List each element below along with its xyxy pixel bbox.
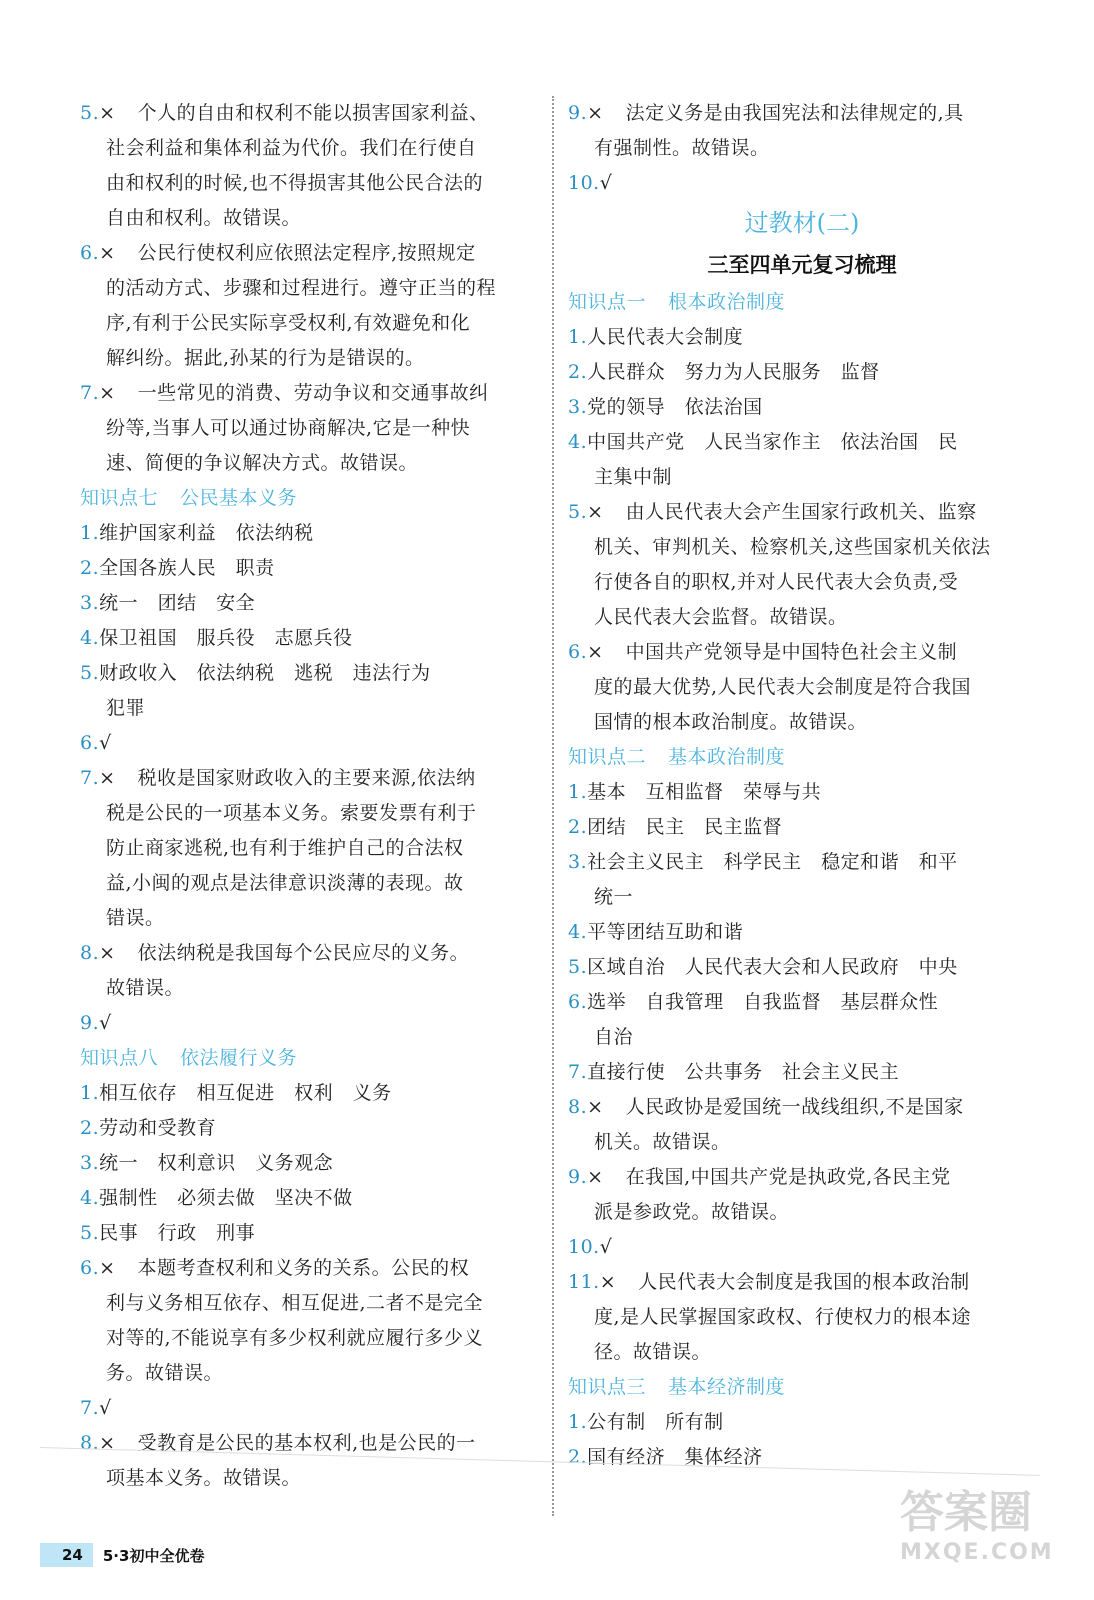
item-text: 社会主义民主 科学民主 稳定和谐 和平 bbox=[587, 851, 958, 873]
answer-item bbox=[80, 1111, 550, 1146]
item-number: 10. bbox=[568, 1236, 600, 1258]
answer-item bbox=[568, 1405, 1036, 1440]
answer-continuation: 益,小闽的观点是法律意识淡薄的表现。故 bbox=[106, 872, 464, 894]
heading-title: 公民基本义务 bbox=[180, 487, 298, 509]
item-text: 相互依存 相互促进 权利 义务 bbox=[99, 1082, 392, 1104]
item-number: 7. bbox=[80, 767, 100, 789]
item-number: 3. bbox=[568, 851, 588, 873]
item-number: 4. bbox=[568, 431, 588, 453]
answer-item bbox=[80, 586, 550, 621]
answer-item bbox=[568, 1440, 1036, 1475]
item-number: 11. bbox=[568, 1271, 600, 1293]
item-number: 6. bbox=[80, 732, 100, 754]
answer-item bbox=[80, 551, 550, 586]
answer-mark: √ bbox=[99, 1012, 112, 1034]
item-number: 3. bbox=[80, 592, 100, 614]
item-text: 由人民代表大会产生国家行政机关、监察 bbox=[625, 501, 977, 523]
knowledge-point-heading bbox=[80, 481, 550, 516]
answer-item bbox=[80, 656, 550, 691]
item-text: 维护国家利益 依法纳税 bbox=[99, 522, 314, 544]
answer-continuation: 主集中制 bbox=[594, 466, 673, 488]
answer-item bbox=[80, 1216, 550, 1251]
item-number: 9. bbox=[568, 102, 588, 124]
watermark-url: MXQE.COM bbox=[900, 1540, 1054, 1565]
answer-mark: × bbox=[99, 942, 116, 964]
answer-mark: √ bbox=[99, 732, 112, 754]
answer-item bbox=[568, 166, 1036, 201]
item-number: 9. bbox=[568, 1166, 588, 1188]
item-text: 统一 团结 安全 bbox=[99, 592, 256, 614]
answer-item bbox=[80, 1426, 550, 1461]
item-text: 法定义务是由我国宪法和法律规定的,具 bbox=[625, 102, 964, 124]
item-number: 6. bbox=[80, 242, 100, 264]
left-column bbox=[80, 96, 550, 1496]
item-number: 8. bbox=[80, 1432, 100, 1454]
watermark-logo bbox=[900, 1486, 1070, 1586]
answer-continuation: 错误。 bbox=[106, 907, 165, 929]
item-text: 人民代表大会制度是我国的根本政治制 bbox=[638, 1271, 970, 1293]
item-text: 民事 行政 刑事 bbox=[99, 1222, 256, 1244]
answer-continuation: 务。故错误。 bbox=[106, 1362, 224, 1384]
answer-mark: √ bbox=[599, 172, 613, 194]
item-number: 4. bbox=[568, 921, 588, 943]
item-text: 区域自治 人民代表大会和人民政府 中央 bbox=[587, 956, 958, 978]
answer-continuation: 犯罪 bbox=[106, 697, 146, 719]
answer-mark: × bbox=[99, 242, 116, 264]
item-number: 7. bbox=[568, 1061, 588, 1083]
answer-item bbox=[80, 621, 550, 656]
item-number: 10. bbox=[568, 172, 600, 194]
item-text: 人民代表大会制度 bbox=[587, 326, 744, 348]
item-text: 中国共产党领导是中国特色社会主义制 bbox=[625, 641, 958, 663]
answer-mark: × bbox=[587, 102, 604, 124]
item-number: 5. bbox=[568, 501, 588, 523]
item-number: 2. bbox=[80, 1117, 100, 1139]
answer-item bbox=[80, 1391, 550, 1426]
answer-item bbox=[80, 936, 550, 971]
answer-continuation: 速、简便的争议解决方式。故错误。 bbox=[106, 452, 419, 474]
item-number: 3. bbox=[568, 396, 588, 418]
answer-item bbox=[568, 1090, 1036, 1125]
answer-mark: × bbox=[587, 1096, 604, 1118]
answer-continuation: 对等的,不能说享有多少权利就应履行多少义 bbox=[106, 1327, 484, 1349]
answer-item bbox=[568, 775, 1036, 810]
answer-continuation: 项基本义务。故错误。 bbox=[106, 1467, 302, 1489]
item-text: 保卫祖国 服兵役 志愿兵役 bbox=[99, 627, 353, 649]
answer-item bbox=[80, 1251, 550, 1286]
item-number: 1. bbox=[80, 1082, 100, 1104]
subsection-title: 三至四单元复习梳理 bbox=[707, 253, 897, 277]
answer-continuation: 度的最大优势,人民代表大会制度是符合我国 bbox=[594, 676, 972, 698]
answer-continuation: 径。故错误。 bbox=[594, 1341, 712, 1363]
item-text: 选举 自我管理 自我监督 基层群众性 bbox=[587, 991, 939, 1013]
item-text: 在我国,中国共产党是执政党,各民主党 bbox=[625, 1166, 951, 1188]
answer-item bbox=[80, 1181, 550, 1216]
answer-continuation: 人民代表大会监督。故错误。 bbox=[594, 606, 848, 628]
answer-continuation: 自由和权利。故错误。 bbox=[106, 207, 302, 229]
item-number: 1. bbox=[568, 781, 588, 803]
answer-item bbox=[568, 950, 1036, 985]
item-number: 1. bbox=[568, 1411, 588, 1433]
answer-continuation: 解纠纷。据此,孙某的行为是错误的。 bbox=[106, 347, 425, 369]
knowledge-point-heading bbox=[80, 1041, 550, 1076]
answer-continuation: 故错误。 bbox=[106, 977, 185, 999]
heading-title: 基本政治制度 bbox=[668, 746, 786, 768]
answer-item bbox=[568, 985, 1036, 1020]
answer-mark: × bbox=[99, 1432, 116, 1454]
knowledge-point-heading bbox=[568, 285, 1036, 320]
item-text: 劳动和受教育 bbox=[99, 1117, 217, 1139]
item-number: 2. bbox=[80, 557, 100, 579]
right-column bbox=[568, 96, 1036, 1475]
answer-item bbox=[568, 1160, 1036, 1195]
answer-mark: × bbox=[99, 767, 116, 789]
item-text: 税收是国家财政收入的主要来源,依法纳 bbox=[137, 767, 476, 789]
answer-continuation: 防止商家逃税,也有利于维护自己的合法权 bbox=[106, 837, 464, 859]
answer-mark: × bbox=[99, 1257, 116, 1279]
item-text: 依法纳税是我国每个公民应尽的义务。 bbox=[137, 942, 470, 964]
item-text: 公有制 所有制 bbox=[587, 1411, 724, 1433]
answer-mark: √ bbox=[99, 1397, 112, 1419]
item-number: 8. bbox=[80, 942, 100, 964]
item-text: 团结 民主 民主监督 bbox=[587, 816, 783, 838]
answer-item bbox=[568, 390, 1036, 425]
answer-continuation: 的活动方式、步骤和过程进行。遵守正当的程 bbox=[106, 277, 497, 299]
watermark-text: 答案圈 bbox=[900, 1487, 1032, 1538]
answer-continuation: 由和权利的时候,也不得损害其他公民合法的 bbox=[106, 172, 484, 194]
item-number: 2. bbox=[568, 816, 588, 838]
answer-item bbox=[568, 495, 1036, 530]
answer-item bbox=[568, 1230, 1036, 1265]
page-footer bbox=[40, 1540, 204, 1570]
item-number: 5. bbox=[80, 102, 100, 124]
item-text: 统一 权利意识 义务观念 bbox=[99, 1152, 334, 1174]
answer-continuation: 纷等,当事人可以通过协商解决,它是一种快 bbox=[106, 417, 471, 439]
answer-item bbox=[80, 96, 550, 131]
item-text: 中国共产党 人民当家作主 依法治国 民 bbox=[587, 431, 958, 453]
answer-continuation: 行使各自的职权,并对人民代表大会负责,受 bbox=[594, 571, 959, 593]
item-number: 4. bbox=[80, 627, 100, 649]
item-text: 强制性 必须去做 坚决不做 bbox=[99, 1187, 353, 1209]
heading-title: 根本政治制度 bbox=[668, 291, 786, 313]
answer-continuation: 利与义务相互依存、相互促进,二者不是完全 bbox=[106, 1292, 484, 1314]
item-text: 公民行使权利应依照法定程序,按照规定 bbox=[137, 242, 476, 264]
answer-continuation: 统一 bbox=[594, 886, 634, 908]
answer-item bbox=[568, 635, 1036, 670]
item-text: 党的领导 依法治国 bbox=[587, 396, 763, 418]
item-number: 6. bbox=[568, 991, 588, 1013]
answer-mark: × bbox=[587, 501, 604, 523]
item-text: 全国各族人民 职责 bbox=[99, 557, 275, 579]
item-text: 财政收入 依法纳税 逃税 违法行为 bbox=[99, 662, 431, 684]
heading-label: 知识点八 bbox=[80, 1047, 159, 1069]
item-number: 2. bbox=[568, 1446, 588, 1468]
answer-item bbox=[568, 845, 1036, 880]
answer-mark: × bbox=[99, 102, 116, 124]
item-text: 人民群众 努力为人民服务 监督 bbox=[587, 361, 880, 383]
knowledge-point-heading bbox=[568, 1370, 1036, 1405]
knowledge-point-heading bbox=[568, 740, 1036, 775]
answer-item bbox=[80, 726, 550, 761]
answer-continuation: 税是公民的一项基本义务。索要发票有利于 bbox=[106, 802, 477, 824]
answer-item bbox=[568, 1265, 1036, 1300]
answer-continuation: 派是参政党。故错误。 bbox=[594, 1201, 790, 1223]
item-number: 5. bbox=[80, 662, 100, 684]
item-number: 4. bbox=[80, 1187, 100, 1209]
item-text: 一些常见的消费、劳动争议和交通事故纠 bbox=[137, 382, 489, 404]
answer-continuation: 社会利益和集体利益为代价。我们在行使自 bbox=[106, 137, 477, 159]
page-number: 24 bbox=[40, 1543, 93, 1567]
answer-item bbox=[568, 915, 1036, 950]
book-title: 5·3初中全优卷 bbox=[102, 1546, 205, 1565]
answer-continuation: 度,是人民掌握国家政权、行使权力的根本途 bbox=[594, 1306, 972, 1328]
answer-item bbox=[80, 1076, 550, 1111]
answer-item bbox=[80, 376, 550, 411]
answer-item bbox=[568, 320, 1036, 355]
item-number: 1. bbox=[568, 326, 588, 348]
heading-label: 知识点二 bbox=[568, 746, 647, 768]
item-number: 7. bbox=[80, 382, 100, 404]
item-text: 直接行使 公共事务 社会主义民主 bbox=[587, 1061, 900, 1083]
heading-label: 知识点三 bbox=[568, 1376, 647, 1398]
item-number: 6. bbox=[80, 1257, 100, 1279]
answer-mark: × bbox=[99, 382, 116, 404]
answer-mark: × bbox=[587, 1166, 604, 1188]
item-number: 7. bbox=[80, 1397, 100, 1419]
answer-item bbox=[80, 236, 550, 271]
answer-continuation: 有强制性。故错误。 bbox=[594, 137, 770, 159]
item-text: 受教育是公民的基本权利,也是公民的一 bbox=[137, 1432, 476, 1454]
item-number: 8. bbox=[568, 1096, 588, 1118]
answer-continuation: 机关。故错误。 bbox=[594, 1131, 731, 1153]
answer-item bbox=[80, 1146, 550, 1181]
heading-label: 知识点一 bbox=[568, 291, 647, 313]
answer-item bbox=[568, 1055, 1036, 1090]
heading-title: 基本经济制度 bbox=[668, 1376, 786, 1398]
item-number: 6. bbox=[568, 641, 588, 663]
heading-label: 知识点七 bbox=[80, 487, 159, 509]
answer-mark: √ bbox=[599, 1236, 613, 1258]
answer-mark: × bbox=[599, 1271, 617, 1293]
item-number: 9. bbox=[80, 1012, 100, 1034]
answer-continuation: 机关、审判机关、检察机关,这些国家机关依法 bbox=[594, 536, 991, 558]
answer-mark: × bbox=[587, 641, 604, 663]
answer-item bbox=[568, 425, 1036, 460]
item-number: 5. bbox=[80, 1222, 100, 1244]
answer-item bbox=[80, 1006, 550, 1041]
answer-item bbox=[568, 96, 1036, 131]
answer-item bbox=[80, 761, 550, 796]
answer-item bbox=[568, 810, 1036, 845]
column-divider bbox=[552, 96, 554, 1516]
item-text: 人民政协是爱国统一战线组织,不是国家 bbox=[625, 1096, 964, 1118]
item-number: 2. bbox=[568, 361, 588, 383]
item-text: 个人的自由和权利不能以损害国家利益、 bbox=[137, 102, 489, 124]
answer-continuation: 自治 bbox=[594, 1026, 634, 1048]
item-text: 国有经济 集体经济 bbox=[587, 1446, 763, 1468]
item-text: 本题考查权利和义务的关系。公民的权 bbox=[137, 1257, 470, 1279]
item-text: 平等团结互助和谐 bbox=[587, 921, 744, 943]
item-number: 1. bbox=[80, 522, 100, 544]
answer-item bbox=[568, 355, 1036, 390]
answer-continuation: 国情的根本政治制度。故错误。 bbox=[594, 711, 868, 733]
item-text: 基本 互相监督 荣辱与共 bbox=[587, 781, 822, 803]
item-number: 3. bbox=[80, 1152, 100, 1174]
item-number: 5. bbox=[568, 956, 588, 978]
section-title: 过教材(二) bbox=[744, 209, 860, 237]
answer-continuation: 序,有利于公民实际享受权利,有效避免和化 bbox=[106, 312, 471, 334]
heading-title: 依法履行义务 bbox=[180, 1047, 298, 1069]
answer-item bbox=[80, 516, 550, 551]
